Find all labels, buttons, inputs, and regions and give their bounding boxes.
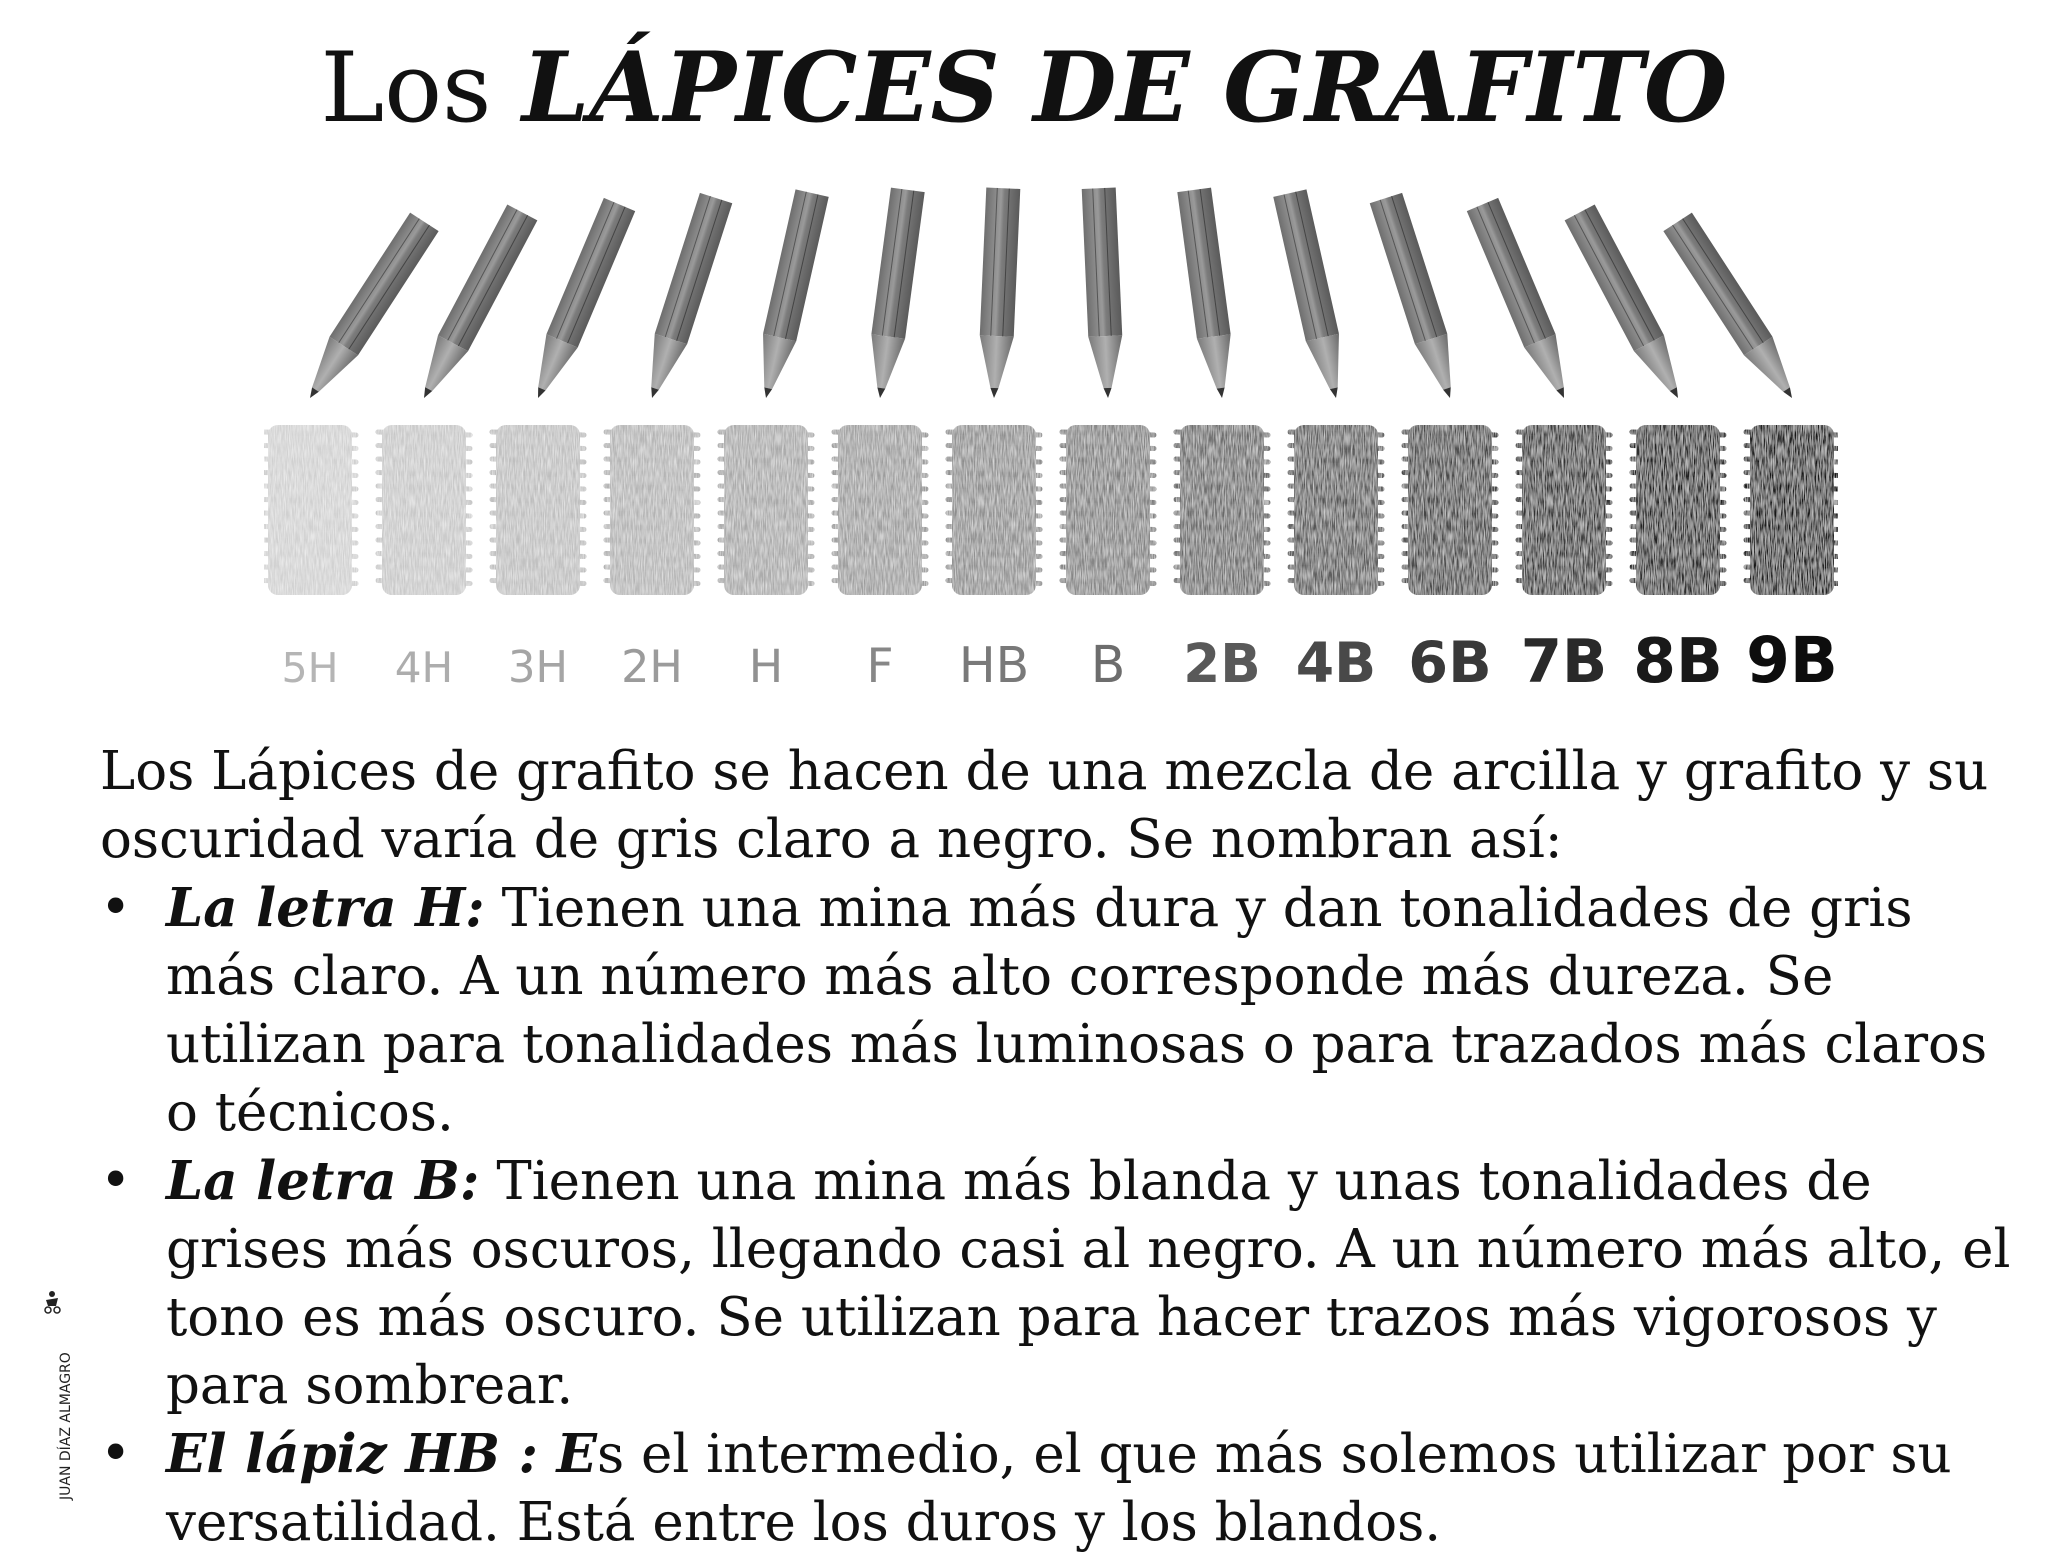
pencil-B (1082, 187, 1125, 398)
page-title (0, 28, 2048, 148)
pencil-F (863, 188, 925, 401)
grade-label-6B: 6B (1408, 630, 1492, 696)
swatch-H (720, 425, 812, 595)
bullet-list (100, 874, 2035, 1557)
bullet-marker: • (100, 1423, 132, 1484)
pencil-2H (636, 193, 732, 403)
pencil-6B (1370, 193, 1466, 403)
bullet-term: El lápiz HB : E (166, 1423, 597, 1485)
grade-label-9B: 9B (1746, 624, 1838, 697)
pencil-HB (977, 187, 1020, 398)
bullet-term: La letra H: (166, 877, 485, 939)
pencil-3H (522, 198, 635, 405)
swatch-HB (948, 425, 1040, 595)
bullet-marker: • (100, 877, 132, 938)
body-text (100, 738, 2035, 1557)
grade-label-4B: 4B (1295, 632, 1377, 696)
grade-label-7B: 7B (1520, 627, 1608, 696)
swatch-4B (1290, 425, 1382, 595)
grade-label-4H: 4H (394, 643, 454, 692)
swatch-8B (1632, 425, 1724, 595)
grade-label-3H: 3H (508, 643, 568, 693)
swatch-5H (264, 425, 356, 595)
pencil-9B (1663, 213, 1806, 408)
bullet-b (100, 1147, 2035, 1420)
bullet-text: Tienen una mina más blanda y unas tonalidades de grises más oscuros, llegando casi al negro. A un número más alto, el tono es más oscuro. Se utilizan para hacer trazos más vigorosos y para sombrear. (166, 1151, 2011, 1416)
bullet-hb (100, 1420, 2035, 1557)
intro-paragraph: Los Lápices de grafito se hacen de una mezcla de arcilla y grafito y su oscuridad varía de gris claro a negro. Se nombran así: (100, 741, 1989, 870)
grade-label-2B: 2B (1183, 633, 1261, 695)
grade-label-2H: 2H (621, 642, 683, 693)
grade-label-HB: HB (958, 637, 1030, 694)
title-prefix: Los (320, 32, 492, 144)
pencil-H (749, 189, 828, 401)
grade-label-H: H (748, 639, 784, 693)
grade-label-F: F (866, 639, 894, 694)
credit-text: JUAN DÍAZ ALMAGRO (58, 1352, 74, 1500)
swatch-7B (1518, 425, 1610, 595)
pencil-2B (1177, 188, 1239, 401)
pencil-7B (1467, 198, 1580, 405)
bullet-marker: • (100, 1150, 132, 1211)
bullet-term: La letra B: (166, 1150, 480, 1212)
bullet-text: s el intermedio, el que más solemos utilizar por su versatilidad. Está entre los duros y los blandos. (166, 1424, 1952, 1553)
swatch-6B (1404, 425, 1496, 595)
swatch-B (1062, 425, 1154, 595)
bullet-text: Tienen una mina más dura y dan tonalidades de gris más claro. A un número más alto corresponde más dureza. Se utilizan para tonalidades más luminosas o para trazados más claros o técnicos. (166, 878, 1988, 1143)
swatch-3H (492, 425, 584, 595)
rider-logo-icon (42, 1288, 62, 1314)
grade-label-8B: 8B (1633, 626, 1723, 697)
swatch-4H (378, 425, 470, 595)
grade-label-5H: 5H (281, 644, 339, 692)
swatch-F (834, 425, 926, 595)
swatch-2H (606, 425, 698, 595)
author-credit (18, 1300, 74, 1500)
title-emphasis: LÁPICES DE GRAFITO (521, 31, 1728, 144)
pencil-4B (1273, 189, 1352, 401)
bullet-h (100, 874, 2035, 1147)
grade-label-B: B (1090, 635, 1126, 694)
swatch-2B (1176, 425, 1268, 595)
pencil-5H (296, 213, 439, 408)
pencil-grades-figure (250, 170, 1838, 710)
swatch-9B (1746, 425, 1838, 595)
